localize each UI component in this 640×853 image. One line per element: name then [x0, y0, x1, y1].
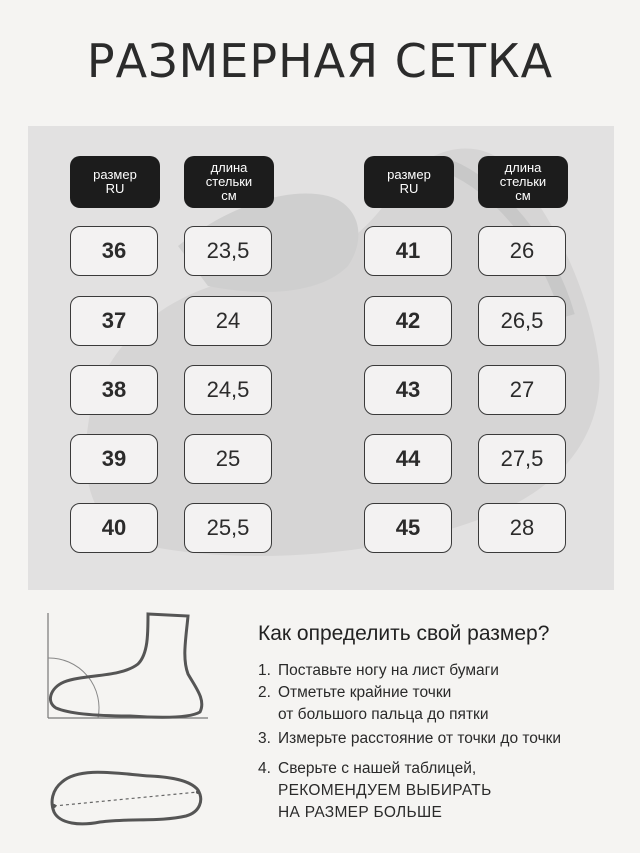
step-3: 3. Измерьте расстояние от точки до точки — [258, 730, 562, 747]
step-4-recommendation: РЕКОМЕНДУЕМ ВЫБИРАТЬ — [278, 782, 492, 799]
length-cell: 24 — [184, 296, 272, 346]
step-4-recommendation-end: НА РАЗМЕР БОЛЬШЕ — [278, 804, 443, 821]
size-cell: 45 — [364, 503, 452, 553]
size-chart-panel — [28, 126, 614, 590]
howto-title: Как определить свой размер? — [258, 622, 550, 645]
length-cell: 24,5 — [184, 365, 272, 415]
foot-side-icon — [40, 608, 210, 728]
size-cell: 37 — [70, 296, 158, 346]
size-cell: 44 — [364, 434, 452, 484]
length-cell: 23,5 — [184, 226, 272, 276]
length-cell: 25 — [184, 434, 272, 484]
size-cell: 43 — [364, 365, 452, 415]
step-1: 1. Поставьте ногу на лист бумаги — [258, 662, 499, 679]
length-cell: 26,5 — [478, 296, 566, 346]
size-cell: 38 — [70, 365, 158, 415]
header-insole-length: длина стельки см — [184, 156, 274, 208]
length-cell: 28 — [478, 503, 566, 553]
length-cell: 27,5 — [478, 434, 566, 484]
length-cell: 25,5 — [184, 503, 272, 553]
header-size-ru: размер RU — [364, 156, 454, 208]
length-cell: 26 — [478, 226, 566, 276]
size-cell: 42 — [364, 296, 452, 346]
length-cell: 27 — [478, 365, 566, 415]
step-2-continued: от большого пальца до пятки — [278, 706, 489, 723]
step-2: 2. Отметьте крайние точки — [258, 684, 452, 701]
size-cell: 36 — [70, 226, 158, 276]
foot-top-icon — [40, 760, 210, 840]
size-cell: 40 — [70, 503, 158, 553]
page-title: РАЗМЕРНАЯ СЕТКА — [86, 34, 554, 88]
size-cell: 41 — [364, 226, 452, 276]
header-insole-length: длина стельки см — [478, 156, 568, 208]
header-size-ru: размер RU — [70, 156, 160, 208]
size-cell: 39 — [70, 434, 158, 484]
step-4: 4. Сверьте с нашей таблицей, — [258, 760, 477, 777]
